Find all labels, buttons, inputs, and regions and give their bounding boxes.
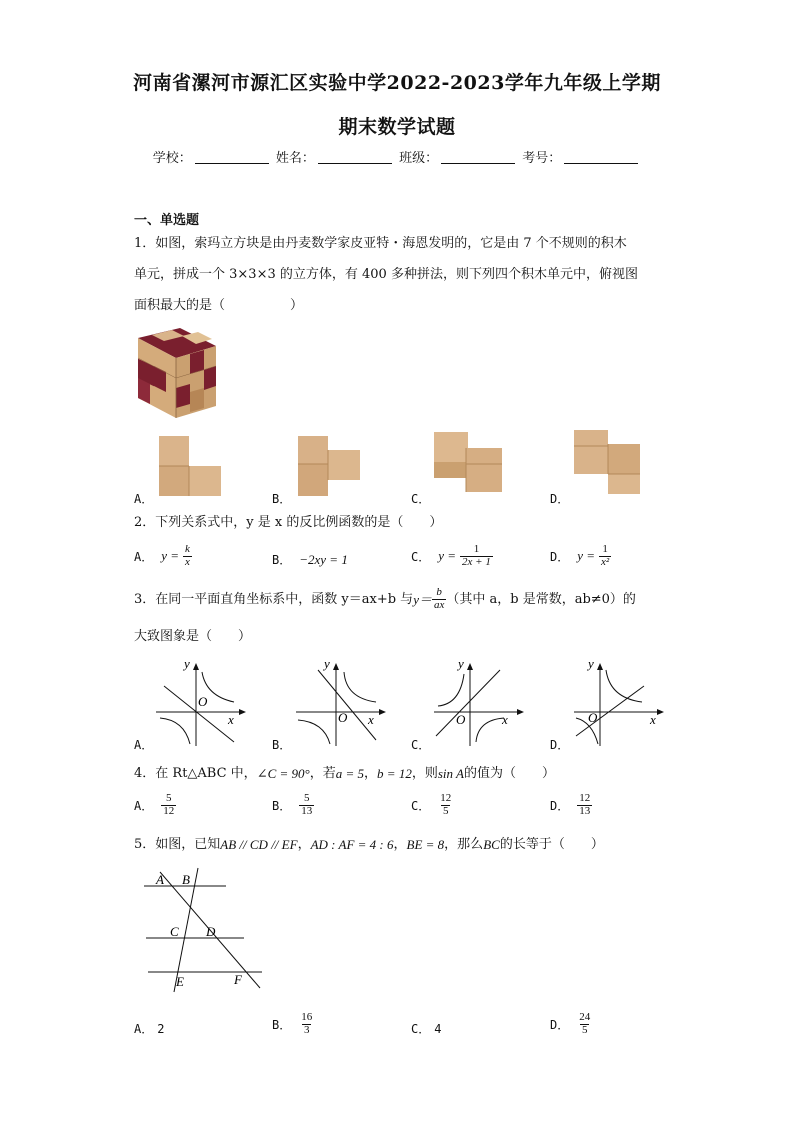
q4-option-b-fraction: $\frac{5}{13}$ [301, 792, 313, 817]
point-c-label: C [170, 924, 179, 939]
soma-cube-image [132, 326, 224, 422]
q1-option-c-image [430, 428, 508, 500]
q2-option-d-lhs: y = [577, 548, 596, 564]
q5-parallel-lines-figure [140, 866, 268, 994]
q2-option-c-label: C． [411, 549, 431, 564]
q4-option-a-fraction: $\frac{5}{12}$ [163, 792, 175, 817]
q1-option-d-label[interactable]: D． [550, 492, 570, 506]
q4-option-a-label: A． [134, 798, 154, 813]
q3a-y-label: y [184, 656, 190, 671]
q3c-y-label: y [458, 656, 464, 671]
q5-option-d[interactable] [550, 1012, 592, 1036]
point-b-label: B [182, 872, 190, 887]
section-title: 一、单选题 [134, 213, 200, 228]
q4-option-c-label: C． [411, 798, 431, 813]
q3-line2: 大致图象是（ ） [134, 629, 252, 644]
q3-stem-part1: 3．在同一平面直角坐标系中，函数 y＝ax+b 与 [134, 591, 414, 607]
q4-a-value: a = 5 [335, 766, 365, 781]
q3c-origin-label: O [456, 712, 466, 727]
q3a-origin-label: O [198, 694, 208, 709]
q5-option-c[interactable] [411, 1020, 441, 1037]
q1-line2: 单元，拼成一个 3×3×3 的立方体，有 400 多种拼法，则下列四个积木单元中，俯视图 [134, 267, 638, 282]
q5-separator-2: ， [393, 837, 407, 852]
point-d-label: D [206, 924, 216, 939]
q5-option-c-label: C． [411, 1022, 431, 1036]
exam-number-label: 考号： [522, 151, 562, 166]
q4-stem-part3: ，则 [411, 766, 438, 781]
q5-option-d-fraction: $\frac{24}{5}$ [579, 1011, 591, 1036]
q5-stem-part3: 的长等于（ ） [499, 837, 604, 852]
q4-separator: ， [364, 766, 378, 781]
q4-stem-part1: 4．在 Rt△ABC 中， [134, 766, 257, 781]
school-blank[interactable] [195, 151, 269, 164]
q3-stem-fraction: $\frac{b}{ax}$ [433, 586, 445, 611]
q4-option-d-label: D． [550, 798, 570, 813]
q2-option-c-lhs: y = [438, 548, 457, 564]
q2-option-c[interactable] [411, 544, 493, 568]
q4-stem-part2: ，若 [309, 766, 336, 781]
q5-option-a[interactable] [134, 1020, 164, 1037]
q3d-origin-label: O [588, 710, 598, 725]
q1-option-a-image [155, 432, 225, 500]
point-f-label: F [234, 972, 242, 987]
exam-title-line2: 期末数学试题 [338, 116, 456, 138]
q3-graph-d [570, 656, 670, 748]
q4-option-c[interactable] [411, 793, 453, 817]
q3-option-d-label[interactable]: D． [550, 738, 570, 752]
q2-option-d-fraction: $\frac{1}{\text{x²}}$ [601, 543, 610, 568]
q2-stem: 2．下列关系式中，y 是 x 的反比例函数的是（ ） [134, 515, 443, 530]
q3c-x-label: x [502, 712, 508, 727]
q4-stem-part4: 的值为（ ） [463, 766, 555, 781]
q2-option-b-expr: −2xy = 1 [299, 551, 348, 567]
q3-graph-c [430, 656, 530, 748]
q5-option-b[interactable] [272, 1012, 314, 1036]
q5-parallel-condition: AB // CD // EF [220, 837, 298, 852]
school-label: 学校： [152, 151, 192, 166]
q3-stem [134, 587, 636, 611]
point-e-label: E [176, 974, 184, 989]
q2-option-c-fraction: $\frac{1}{2x + 1}$ [462, 543, 491, 568]
q3-option-c-label[interactable]: C． [411, 738, 431, 752]
q4-option-b[interactable] [272, 793, 314, 817]
name-label: 姓名： [275, 151, 315, 166]
q5-option-a-label: A． [134, 1022, 154, 1036]
q2-option-b[interactable] [272, 551, 348, 568]
q1-option-b-label[interactable]: B． [272, 492, 292, 506]
q3-option-a-label[interactable]: A． [134, 738, 154, 752]
q5-option-b-label: B． [272, 1017, 292, 1032]
q3d-y-label: y [588, 656, 594, 671]
q2-option-b-label: B． [272, 553, 292, 567]
q3-stem-y: y＝ [413, 591, 432, 607]
q5-stem-part2: ，那么 [444, 837, 484, 852]
exam-number-blank[interactable] [564, 151, 638, 164]
q4-option-a[interactable] [134, 793, 176, 817]
exam-title-line1: 河南省漯河市源汇区实验中学2022-2023学年九年级上学期 [133, 72, 661, 94]
q3b-x-label: x [368, 712, 374, 727]
q1-option-a-label[interactable]: A． [134, 492, 154, 506]
q5-stem-part1: 5．如图，已知 [134, 837, 221, 852]
q3-graph-a [152, 656, 252, 748]
q4-option-c-fraction: $\frac{12}{5}$ [440, 792, 452, 817]
q2-option-d[interactable] [550, 544, 611, 568]
q1-option-b-image [294, 432, 364, 500]
q4-option-d[interactable] [550, 793, 592, 817]
q3b-origin-label: O [338, 710, 348, 725]
student-info-row [0, 147, 794, 166]
q3d-x-label: x [650, 712, 656, 727]
q5-option-d-label: D． [550, 1017, 570, 1032]
q3-graph-b [292, 656, 392, 748]
q3-option-b-label[interactable]: B． [272, 738, 292, 752]
q1-line3: 面积最大的是（ ） [134, 298, 304, 313]
q4-b-value: b = 12 [377, 766, 412, 781]
point-a-label: A [156, 872, 164, 887]
q1-option-d-image [572, 428, 648, 500]
q2-option-a[interactable] [134, 544, 192, 568]
q3-stem-part2: （其中 a，b 是常数，ab≠0）的 [446, 591, 636, 607]
q5-target: BC [483, 837, 500, 852]
q4-angle-condition: ∠C = 90° [256, 766, 310, 781]
q5-option-a-value: 2 [157, 1021, 165, 1036]
class-blank[interactable] [441, 151, 515, 164]
q3b-y-label: y [324, 656, 330, 671]
q5-option-b-fraction: $\frac{16}{3}$ [301, 1011, 313, 1036]
q3a-x-label: x [228, 712, 234, 727]
q4-target: sin A [437, 766, 464, 781]
q5-ratio-condition: AD : AF = 4 : 6 [310, 837, 394, 852]
name-blank[interactable] [318, 151, 392, 164]
q4-option-b-label: B． [272, 798, 292, 813]
q1-option-c-label[interactable]: C． [411, 492, 431, 506]
q4-stem [134, 767, 555, 780]
q2-option-a-lhs: y = [161, 548, 180, 564]
q5-stem [134, 838, 604, 851]
q4-option-d-fraction: $\frac{12}{13}$ [579, 792, 591, 817]
class-label: 班级： [399, 151, 439, 166]
q5-separator-1: ， [297, 837, 311, 852]
q1-line1: 1．如图，索玛立方块是由丹麦数学家皮亚特・海恩发明的，它是由 7 个不规则的积木 [134, 236, 627, 251]
q2-option-a-label: A． [134, 549, 154, 564]
q5-length-condition: BE = 8 [406, 837, 445, 852]
q5-option-c-value: 4 [434, 1021, 442, 1036]
q2-option-a-fraction: $\frac{k}{x}$ [185, 543, 190, 568]
q2-option-d-label: D． [550, 549, 570, 564]
